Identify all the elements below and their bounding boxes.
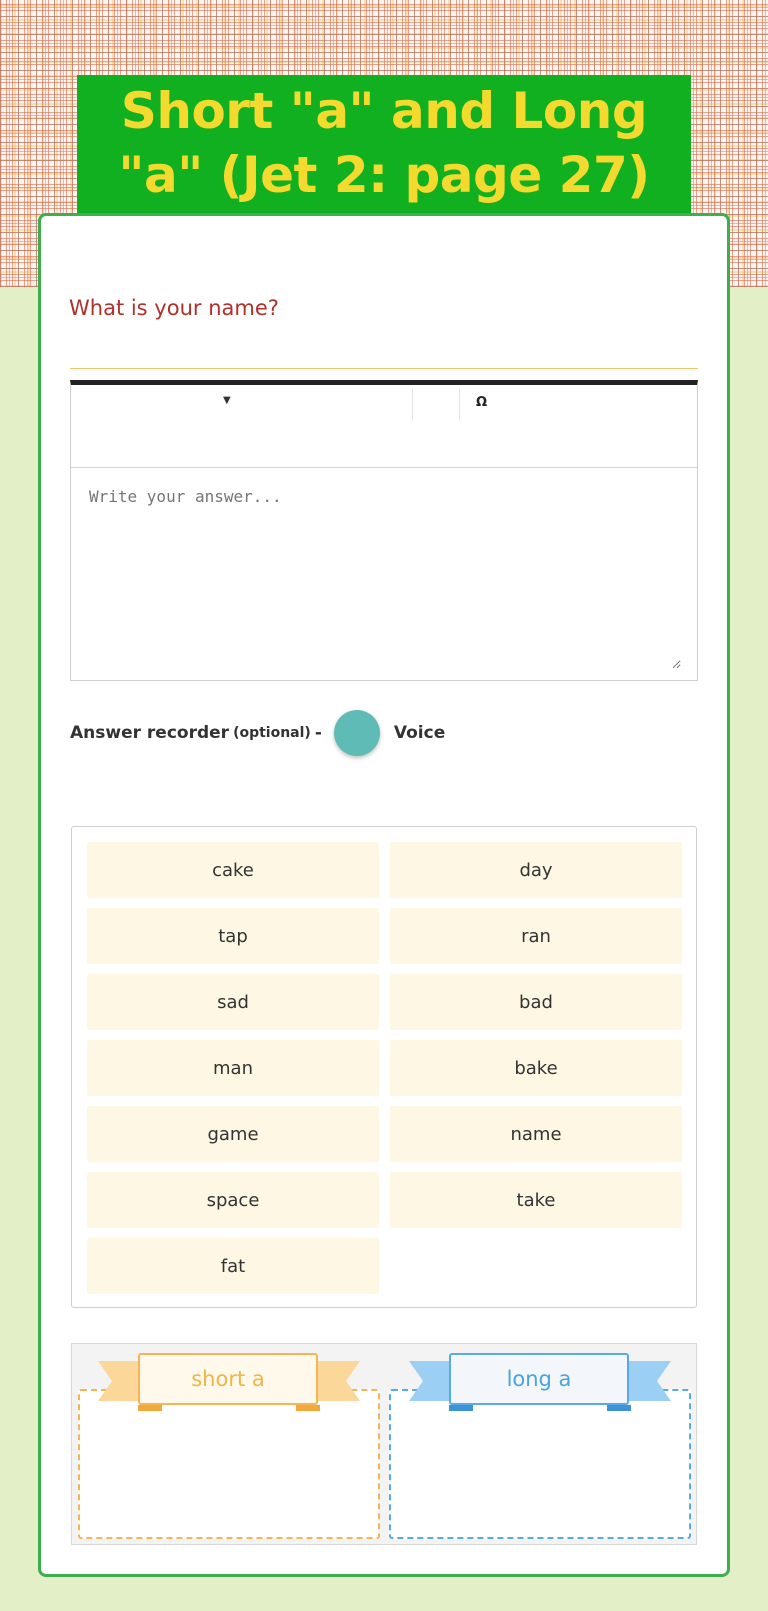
long-a-label: long a: [449, 1353, 629, 1405]
recorder-optional: (optional): [233, 725, 311, 741]
font-dropdown-icon[interactable]: ▼: [223, 395, 231, 406]
word-card[interactable]: sad: [87, 974, 379, 1030]
short-a-dropzone[interactable]: [78, 1389, 380, 1539]
word-card[interactable]: tap: [87, 908, 379, 964]
long-a-ribbon: [409, 1351, 671, 1411]
page-title: Short "a" and Long "a" (Jet 2: page 27): [118, 82, 650, 204]
answer-editor: [70, 380, 698, 681]
voice-label: Voice: [393, 723, 446, 743]
word-card[interactable]: day: [390, 842, 682, 898]
toolbar-divider: [412, 389, 413, 421]
special-character-icon[interactable]: Ω: [476, 395, 488, 410]
toolbar-divider: [459, 389, 460, 421]
word-card[interactable]: bad: [390, 974, 682, 1030]
recorder-label: Answer recorder: [70, 723, 230, 743]
word-grid: [87, 842, 681, 1294]
word-card[interactable]: cake: [87, 842, 379, 898]
word-bank: [71, 826, 697, 1308]
recorder-dash: -: [314, 723, 322, 743]
short-a-ribbon: [98, 1351, 360, 1411]
short-a-label: short a: [138, 1353, 318, 1405]
record-button[interactable]: [334, 710, 380, 756]
word-card[interactable]: name: [390, 1106, 682, 1162]
sorting-area: [71, 1343, 697, 1545]
title-banner: [77, 75, 691, 225]
word-card[interactable]: man: [87, 1040, 379, 1096]
word-card[interactable]: fat: [87, 1238, 379, 1294]
question-label: What is your name?: [69, 296, 279, 320]
question-underline: [70, 368, 698, 369]
answer-input[interactable]: [87, 485, 681, 669]
word-card[interactable]: game: [87, 1106, 379, 1162]
long-a-dropzone[interactable]: [389, 1389, 691, 1539]
word-card[interactable]: ran: [390, 908, 682, 964]
answer-recorder: [70, 710, 445, 756]
word-card[interactable]: take: [390, 1172, 682, 1228]
word-card[interactable]: bake: [390, 1040, 682, 1096]
editor-toolbar: [71, 385, 697, 468]
word-card[interactable]: space: [87, 1172, 379, 1228]
